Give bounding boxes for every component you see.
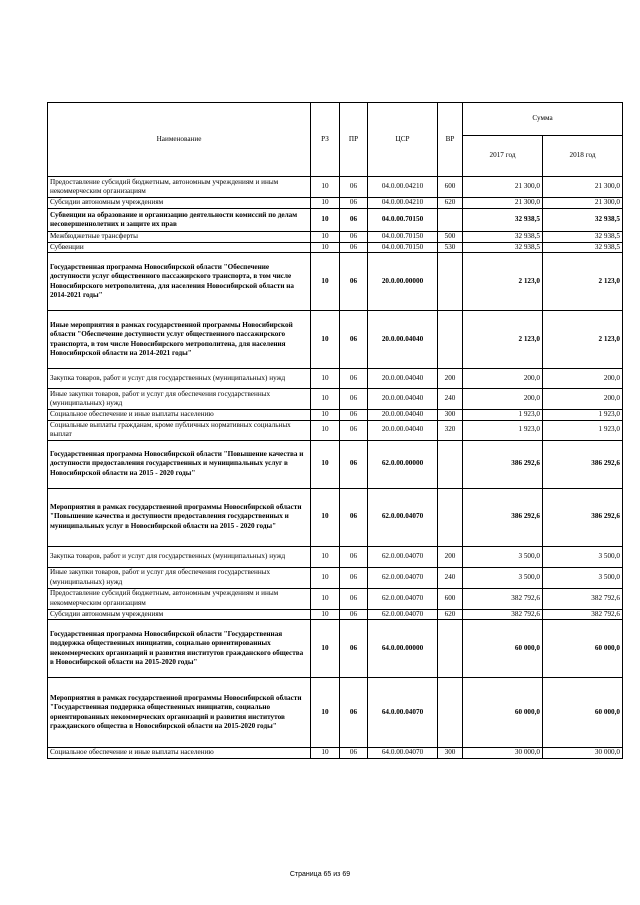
row-csr: 04.0.00.04210 <box>368 198 438 209</box>
row-csr: 20.0.00.04040 <box>368 369 438 389</box>
table-row <box>48 609 623 620</box>
table-row <box>48 198 623 209</box>
header-vr: ВР <box>438 103 463 177</box>
row-vr: 500 <box>438 232 463 243</box>
row-pr: 06 <box>340 440 368 488</box>
row-vr: 320 <box>438 420 463 440</box>
row-rz: 10 <box>311 311 340 369</box>
row-pr: 06 <box>340 311 368 369</box>
row-csr: 62.0.00.04070 <box>368 546 438 567</box>
row-name: Субсидии автономным учреждениям <box>48 609 311 620</box>
row-rz: 10 <box>311 389 340 410</box>
row-name: Социальное обеспечение и иные выплаты населению <box>48 410 311 421</box>
row-pr: 06 <box>340 588 368 609</box>
row-sum-2017: 200,0 <box>463 369 543 389</box>
row-pr: 06 <box>340 678 368 748</box>
row-sum-2018: 21 300,0 <box>543 198 623 209</box>
row-name: Социальные выплаты гражданам, кроме публичных нормативных социальных выплат <box>48 420 311 440</box>
table-row <box>48 488 623 546</box>
row-sum-2018: 2 123,0 <box>543 253 623 311</box>
row-sum-2018: 386 292,6 <box>543 488 623 546</box>
table-row <box>48 209 623 232</box>
row-sum-2018: 32 938,5 <box>543 242 623 253</box>
row-vr: 620 <box>438 198 463 209</box>
row-csr: 04.0.00.70150 <box>368 209 438 232</box>
row-csr: 04.0.00.70150 <box>368 232 438 243</box>
row-rz: 10 <box>311 198 340 209</box>
row-pr: 06 <box>340 609 368 620</box>
row-csr: 62.0.00.04070 <box>368 488 438 546</box>
row-sum-2018: 382 792,6 <box>543 588 623 609</box>
row-pr: 06 <box>340 209 368 232</box>
row-sum-2018: 382 792,6 <box>543 609 623 620</box>
row-rz: 10 <box>311 440 340 488</box>
row-name: Иные закупки товаров, работ и услуг для обеспечения государственных (муниципальных) нужд <box>48 567 311 588</box>
row-rz: 10 <box>311 209 340 232</box>
row-sum-2018: 30 000,0 <box>543 748 623 759</box>
row-rz: 10 <box>311 369 340 389</box>
row-pr: 06 <box>340 567 368 588</box>
row-sum-2017: 3 500,0 <box>463 546 543 567</box>
row-pr: 06 <box>340 488 368 546</box>
row-sum-2018: 60 000,0 <box>543 620 623 678</box>
row-rz: 10 <box>311 410 340 421</box>
row-rz: 10 <box>311 748 340 759</box>
row-csr: 20.0.00.04040 <box>368 410 438 421</box>
row-vr <box>438 311 463 369</box>
table-row <box>48 410 623 421</box>
row-csr: 20.0.00.00000 <box>368 253 438 311</box>
row-rz: 10 <box>311 420 340 440</box>
row-rz: 10 <box>311 253 340 311</box>
row-sum-2018: 1 923,0 <box>543 420 623 440</box>
row-sum-2017: 2 123,0 <box>463 311 543 369</box>
row-sum-2018: 60 000,0 <box>543 678 623 748</box>
table-row <box>48 567 623 588</box>
header-rz: РЗ <box>311 103 340 177</box>
row-sum-2017: 60 000,0 <box>463 678 543 748</box>
table-body <box>48 177 623 759</box>
row-rz: 10 <box>311 567 340 588</box>
header-csr: ЦСР <box>368 103 438 177</box>
row-sum-2018: 200,0 <box>543 389 623 410</box>
row-sum-2018: 2 123,0 <box>543 311 623 369</box>
row-csr: 20.0.00.04040 <box>368 389 438 410</box>
row-sum-2018: 1 923,0 <box>543 410 623 421</box>
row-rz: 10 <box>311 242 340 253</box>
row-rz: 10 <box>311 609 340 620</box>
row-csr: 62.0.00.04070 <box>368 609 438 620</box>
row-sum-2018: 200,0 <box>543 369 623 389</box>
row-sum-2017: 1 923,0 <box>463 410 543 421</box>
row-name: Субсидии автономным учреждениям <box>48 198 311 209</box>
row-rz: 10 <box>311 177 340 198</box>
row-sum-2017: 32 938,5 <box>463 232 543 243</box>
row-sum-2017: 60 000,0 <box>463 620 543 678</box>
row-pr: 06 <box>340 232 368 243</box>
table-row <box>48 389 623 410</box>
row-sum-2018: 21 300,0 <box>543 177 623 198</box>
row-rz: 10 <box>311 488 340 546</box>
table-row <box>48 678 623 748</box>
row-name: Иные мероприятия в рамках государственной программы Новосибирской области "Обеспечение доступности услуг общественного пассажирского транспорта, в том числе Новосибирского метрополитена, для населения Новосибирской области на 2014-2021 годы" <box>48 311 311 369</box>
row-vr <box>438 620 463 678</box>
table-row <box>48 440 623 488</box>
table-row <box>48 311 623 369</box>
row-name: Закупка товаров, работ и услуг для государственных (муниципальных) нужд <box>48 369 311 389</box>
header-year-2017: 2017 год <box>463 136 543 177</box>
row-vr <box>438 678 463 748</box>
row-sum-2017: 3 500,0 <box>463 567 543 588</box>
row-vr: 240 <box>438 389 463 410</box>
row-vr: 530 <box>438 242 463 253</box>
row-sum-2017: 21 300,0 <box>463 198 543 209</box>
row-name: Мероприятия в рамках государственной программы Новосибирской области "Государственная поддержка общественных инициатив, социально ориентированных некоммерческих организаций и развития институтов гражданского общества в Новосибирской области на 2015-2020 годы" <box>48 678 311 748</box>
page-footer: Страница 65 из 69 <box>289 871 351 878</box>
row-vr: 620 <box>438 609 463 620</box>
row-name: Субвенции на образование и организацию деятельности комиссий по делам несовершеннолетних и защите их прав <box>48 209 311 232</box>
table-row <box>48 546 623 567</box>
row-name: Иные закупки товаров, работ и услуг для обеспечения государственных (муниципальных) нужд <box>48 389 311 410</box>
row-vr: 300 <box>438 748 463 759</box>
row-pr: 06 <box>340 369 368 389</box>
row-name: Предоставление субсидий бюджетным, автономным учреждениям и иным некоммерческим организациям <box>48 177 311 198</box>
row-name: Закупка товаров, работ и услуг для государственных (муниципальных) нужд <box>48 546 311 567</box>
budget-table <box>47 102 623 759</box>
header-pr: ПР <box>340 103 368 177</box>
row-sum-2017: 21 300,0 <box>463 177 543 198</box>
row-pr: 06 <box>340 198 368 209</box>
row-vr: 300 <box>438 410 463 421</box>
row-name: Государственная программа Новосибирской области "Государственная поддержка общественных инициатив, социально ориентированных некоммерческих организаций и развития институтов гражданского общества в Новосибирской области на 2015-2020 годы" <box>48 620 311 678</box>
row-csr: 04.0.00.04210 <box>368 177 438 198</box>
table-row <box>48 420 623 440</box>
row-sum-2017: 386 292,6 <box>463 440 543 488</box>
row-sum-2017: 30 000,0 <box>463 748 543 759</box>
row-sum-2017: 1 923,0 <box>463 420 543 440</box>
row-csr: 04.0.00.70150 <box>368 242 438 253</box>
row-csr: 64.0.00.04070 <box>368 748 438 759</box>
row-sum-2018: 3 500,0 <box>543 546 623 567</box>
row-pr: 06 <box>340 253 368 311</box>
row-pr: 06 <box>340 420 368 440</box>
table-row <box>48 588 623 609</box>
row-pr: 06 <box>340 748 368 759</box>
header-name: Наименование <box>48 103 311 177</box>
row-pr: 06 <box>340 389 368 410</box>
row-vr: 200 <box>438 546 463 567</box>
row-pr: 06 <box>340 620 368 678</box>
row-sum-2017: 2 123,0 <box>463 253 543 311</box>
row-sum-2017: 200,0 <box>463 389 543 410</box>
row-sum-2018: 3 500,0 <box>543 567 623 588</box>
table-row <box>48 620 623 678</box>
row-sum-2017: 382 792,6 <box>463 588 543 609</box>
row-rz: 10 <box>311 232 340 243</box>
table-row <box>48 748 623 759</box>
row-vr: 600 <box>438 177 463 198</box>
row-csr: 62.0.00.04070 <box>368 588 438 609</box>
row-name: Субвенции <box>48 242 311 253</box>
row-sum-2017: 32 938,5 <box>463 242 543 253</box>
row-csr: 20.0.00.04040 <box>368 311 438 369</box>
row-sum-2017: 32 938,5 <box>463 209 543 232</box>
table-row <box>48 253 623 311</box>
row-vr: 240 <box>438 567 463 588</box>
header-year-2018: 2018 год <box>543 136 623 177</box>
row-vr <box>438 253 463 311</box>
row-csr: 20.0.00.04040 <box>368 420 438 440</box>
row-csr: 62.0.00.04070 <box>368 567 438 588</box>
row-sum-2018: 386 292,6 <box>543 440 623 488</box>
row-rz: 10 <box>311 588 340 609</box>
row-sum-2018: 32 938,5 <box>543 209 623 232</box>
row-csr: 64.0.00.04070 <box>368 678 438 748</box>
header-sum: Сумма <box>463 103 623 136</box>
row-sum-2017: 382 792,6 <box>463 609 543 620</box>
row-name: Социальное обеспечение и иные выплаты населению <box>48 748 311 759</box>
row-csr: 62.0.00.00000 <box>368 440 438 488</box>
row-name: Государственная программа Новосибирской области "Обеспечение доступности услуг общественного пассажирского транспорта, в том числе Новосибирского метрополитена, для населения Новосибирской области на 2014-2021 годы" <box>48 253 311 311</box>
row-name: Предоставление субсидий бюджетным, автономным учреждениям и иным некоммерческим организациям <box>48 588 311 609</box>
row-vr <box>438 440 463 488</box>
row-vr <box>438 488 463 546</box>
row-pr: 06 <box>340 410 368 421</box>
row-sum-2017: 386 292,6 <box>463 488 543 546</box>
row-pr: 06 <box>340 546 368 567</box>
row-name: Государственная программа Новосибирской области "Повышение качества и доступности предоставления государственных и муниципальных услуг в Новосибирской области на 2015 - 2020 годы" <box>48 440 311 488</box>
row-pr: 06 <box>340 177 368 198</box>
row-sum-2018: 32 938,5 <box>543 232 623 243</box>
row-rz: 10 <box>311 678 340 748</box>
row-rz: 10 <box>311 546 340 567</box>
row-vr <box>438 209 463 232</box>
row-vr: 200 <box>438 369 463 389</box>
row-name: Мероприятия в рамках государственной программы Новосибирской области "Повышение качества и доступности предоставления государственных и муниципальных услуг в Новосибирской области на 2015 - 2020 годы" <box>48 488 311 546</box>
table-row <box>48 177 623 198</box>
row-pr: 06 <box>340 242 368 253</box>
table-row <box>48 369 623 389</box>
row-vr: 600 <box>438 588 463 609</box>
row-csr: 64.0.00.00000 <box>368 620 438 678</box>
row-rz: 10 <box>311 620 340 678</box>
table-row <box>48 232 623 243</box>
table-row <box>48 242 623 253</box>
row-name: Межбюджетные трансферты <box>48 232 311 243</box>
